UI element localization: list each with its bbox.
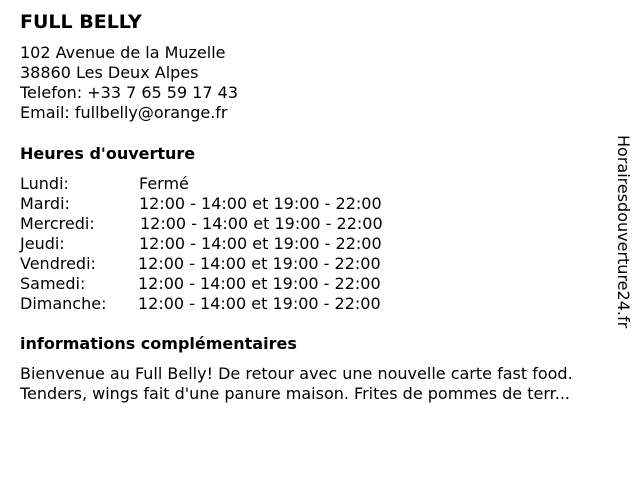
info-description (20, 364, 573, 404)
address-line-1: 102 Avenue de la Muzelle (20, 43, 226, 62)
hours-value: 12:00 - 14:00 et 19:00 - 22:00 (140, 214, 383, 233)
info-line-2: Tenders, wings fait d'une panure maison. Frites de pommes de terr... (20, 384, 570, 403)
day-label: Mardi: (20, 194, 70, 213)
source-watermark (612, 135, 634, 345)
hours-heading: Heures d'ouverture (20, 144, 196, 163)
info-heading: informations complémentaires (20, 334, 297, 353)
day-label: Mercredi: (20, 214, 95, 233)
info-line-1: Bienvenue au Full Belly! De retour avec une nouvelle carte fast food. (20, 364, 573, 383)
hours-value: Fermé (139, 174, 189, 193)
hours-value: 12:00 - 14:00 et 19:00 - 22:00 (139, 194, 382, 213)
day-label: Dimanche: (20, 294, 107, 313)
hours-value: 12:00 - 14:00 et 19:00 - 22:00 (138, 294, 381, 313)
hours-value: 12:00 - 14:00 et 19:00 - 22:00 (139, 234, 382, 253)
address-line-2: 38860 Les Deux Alpes (20, 63, 199, 82)
hours-value: 12:00 - 14:00 et 19:00 - 22:00 (138, 254, 381, 273)
day-label: Samedi: (20, 274, 86, 293)
day-label: Lundi: (20, 174, 69, 193)
business-name: FULL BELLY (20, 11, 142, 33)
day-label: Vendredi: (20, 254, 96, 273)
phone-line: Telefon: +33 7 65 59 17 43 (20, 83, 239, 102)
watermark-text: Horairesdouverture24.fr (614, 135, 633, 329)
hours-value: 12:00 - 14:00 et 19:00 - 22:00 (138, 274, 381, 293)
day-label: Jeudi: (20, 234, 65, 253)
contact-block (20, 43, 238, 123)
email-line: Email: fullbelly@orange.fr (20, 103, 228, 122)
